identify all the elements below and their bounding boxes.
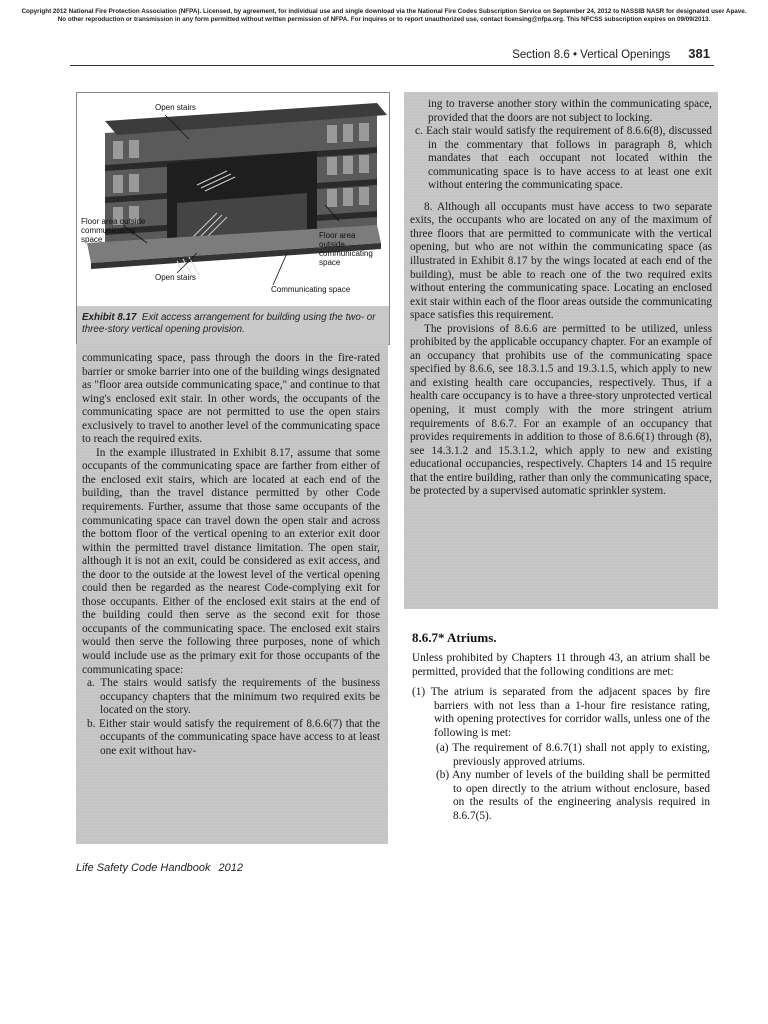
exhibit-caption — [82, 312, 382, 336]
section-867-item-1: (1) The atrium is separated from the adjacent spaces by fire barriers with not less than a 1-hour fire resistance rating, with opening protectives for corridor walls, unless one of the following is met: — [412, 686, 710, 739]
left-item-b: b. Either stair would satisfy the requirement of 8.6.6(7) that the occupants of the communicating space have access to at least one exit without hav- — [87, 717, 380, 757]
exhibit-caption-text: Exit access arrangement for building using the two- or three-story vertical opening provision. — [82, 312, 376, 335]
left-para-2: In the example illustrated in Exhibit 8.17, assume that some occupants of the communicating space are farther from either of the enclosed exit stairs, which are located at each end of the building, than the travel distance permitted by other Code requirements. Further, assume that those same occupants of the communicating space can travel down the open stair and across the bottom floor of the vertical opening to an exterior exit door within the permitted travel distance limitation. The open stair, although it is not an exit, could be considered as exit access, and the door to the outside at the lowest level of the vertical opening could then be regarded as the nearest Code-complying exit for those occupants. Either of the enclosed exit stairs at the end of the building could then serve as the second exit for those occupants of the communicating space. The enclosed exit stairs would then serve the following three purposes, none of which would include use as the primary exit for those occupants of the communicating space: — [82, 446, 380, 676]
page-number: 381 — [688, 46, 710, 61]
right-para-8: 8. Although all occupants must have access to two separate exits, the occupants who are located on any of the maximum of three floors that are permitted to communicate with the vertical opening, but who are not within the communicating space (as illustrated in Exhibit 8.17 by the wings located at each end of the building), must be able to reach one of the two required exits without entering the communicating space. Locating an enclosed exit stair within each of the floor areas outside the communicating space satisfies this requirement. — [410, 200, 712, 322]
section-title-header: Section 8.6 • Vertical Openings — [512, 49, 671, 61]
exhibit-number: Exhibit 8.17 — [82, 312, 137, 323]
right-commentary — [410, 98, 712, 499]
exhibit-figure — [76, 92, 390, 308]
right-para-provisions: The provisions of 8.6.6 are permitted to be utilized, unless prohibited by the applicable occupancy chapter. For an example of an occupancy that prohibits use of the communicating space specified by 8.6.6, see 18.3.1.5 and 19.3.1.5, which apply to new and existing health care occupancies, respectively. Thus, if a health care occupancy is to have a three-story unprotected vertical opening, it must comply with the more stringent atrium requirements of 8.6.7. For an example of an occupancy that provides requirements in addition to those of 8.6.6(1) through (8), see 14.3.1.2 and 15.3.1.2, which apply to new and existing educational occupancies, respectively. Chapters 14 and 15 require that the entire building, rather than only the communicating space, be protected by a supervised automatic sprinkler system. — [410, 322, 712, 498]
label-floor-area-left: Floor area outside communicating space — [81, 217, 146, 244]
section-867-item-1b: (b) Any number of levels of the building shall be permitted to open directly to the atrium without enclosure, based on the results of the engineering analysis required in 8.6.7(5). — [436, 769, 710, 822]
footer-year: 2012 — [218, 862, 244, 874]
page-footer — [76, 862, 243, 874]
label-open-stairs-top: Open stairs — [155, 103, 196, 112]
section-867-intro: Unless prohibited by Chapters 11 through 43, an atrium shall be permitted, provided that the following conditions are met: — [412, 652, 710, 678]
label-floor-area-right: Floor area outside communicating space — [319, 231, 373, 267]
label-communicating-space: Communicating space — [271, 285, 351, 294]
right-item-b-cont: ing to traverse another story within the communicating space, provided that the doors are not subject to locking. — [428, 98, 712, 124]
right-item-c: c. Each stair would satisfy the requirement of 8.6.6(8), discussed in the commentary that follows in paragraph 8, which mandates that each occupant not located within the communicating space is to have access to at least one exit without entering the communicating space. — [415, 125, 712, 192]
section-867-item-1a: (a) The requirement of 8.6.7(1) shall not apply to existing, previously approved atriums. — [436, 742, 710, 768]
label-open-stairs-bottom: Open stairs — [155, 273, 196, 282]
building-illustration — [77, 93, 389, 307]
exhibit-caption-box — [76, 306, 390, 345]
header-rule — [70, 65, 714, 66]
footer-title: Life Safety Code Handbook — [76, 862, 211, 874]
left-commentary — [82, 352, 380, 758]
running-head — [410, 46, 710, 61]
section-heading-atriums: 8.6.7* Atriums. — [412, 630, 497, 645]
section-867-body — [412, 652, 710, 823]
copyright-notice: Copyright 2012 National Fire Protection Association (NFPA). Licensed, by agreement, for individual use and single download via the National Fire Codes Subscription Service on September 24, 2012 to NASSIB NASR for designated user Apave. No other reproduction or transmission in any form permitted without written permission of NFPA. For inquires or to report unauthorized use, contact licensing@nfpa.org. This NFCSS subscription expires on 09/09/2013. — [21, 8, 747, 23]
left-para-1: communicating space, pass through the doors in the fire-rated barrier or smoke barrier into one of the building wings designated as "floor area outside communicating space," and continue to that wing's enclosed exit stair. In other words, the occupants of the communicating space are not permitted to use the open stairs exclusively to travel to another level of the communicating space to reach the required exits. — [82, 352, 380, 446]
left-item-a: a. The stairs would satisfy the requirements of the business occupancy chapters that the minimum two required exits be located on the story. — [87, 677, 380, 717]
